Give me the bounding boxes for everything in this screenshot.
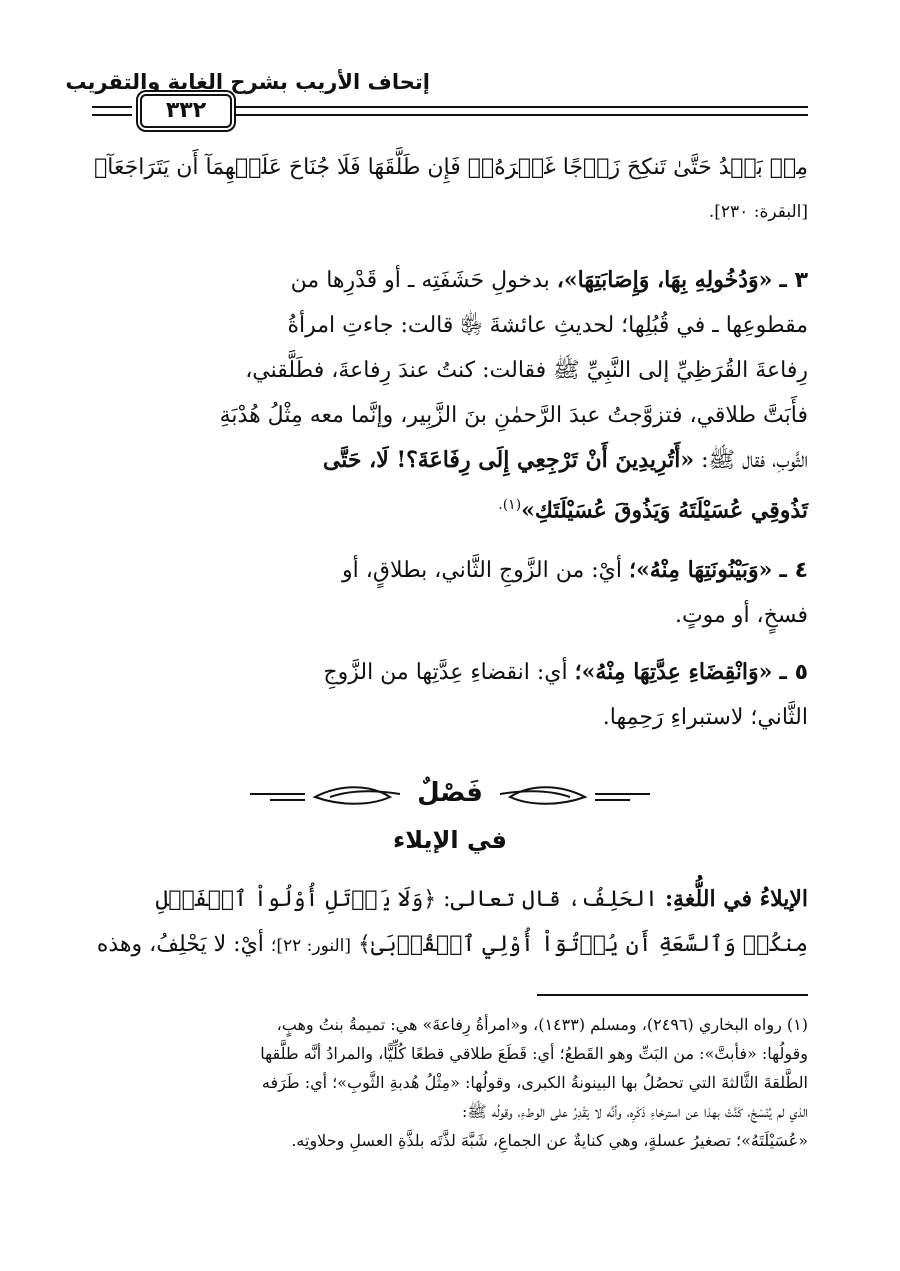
footnote-line-4: الذي لم يُنْسَجْ، كَنَّتْ بهذا عن استرخاءِ ذَكَرِه، وأنَّه لا يَقْدِرُ على الوطءِ، وقولُه ﷺ: xyxy=(462,1102,808,1121)
page-number: ٣٣٢ xyxy=(140,94,232,128)
section-divider xyxy=(250,776,650,816)
item-5-text-1: أي: انقضاءِ عِدَّتِها من الزَّوجِ xyxy=(323,660,568,685)
item-3-line-3: رِفاعةَ القُرَظِيِّ إلى النَّبِيِّ ﷺ فقالت: كنتُ عندَ رِفاعةَ، فطَلَّقني، xyxy=(245,358,808,383)
section-subtitle: في الإيلاء xyxy=(393,826,507,854)
item-3-line-5 xyxy=(92,438,808,483)
quran-verse-line: مِنۢ بَعۡدُ حَتَّىٰ تَنكِحَ زَوۡجًا غَيۡرَهُۥۗ فَإِن طَلَّقَهَا فَلَا جُنَاحَ عَلَيۡهِمَآ أَن يَتَرَاجَعَآ﴾ xyxy=(94,155,808,180)
item-5-quote: «وَانْقِضَاءِ عِدَّتِهَا مِنْهُ»؛ xyxy=(574,659,773,685)
item-3-line-1 xyxy=(92,258,808,303)
definition-text-2: أيْ: لا يَحْلِفُ، وهذه xyxy=(96,932,264,957)
footnote-line-1: (١) رواه البخاري (٢٤٩٦)، ومسلم (١٤٣٣)، و«امرأةُ رِفاعةَ» هي: تميمةُ بنتُ وهبٍ، xyxy=(276,1015,808,1034)
item-3-quote: «وَدُخُولِهِ بِهَا، وَإِصَابَتِهَا»، xyxy=(556,267,773,293)
footnote-line-5: «عُسَيْلَتَهُ»؛ تصغيرُ عسلةٍ، وهي كنايةٌ عن الجماعِ، شَبَّهَ لذَّتَه بلذَّةِ العسلِ وحلاوتِه. xyxy=(291,1131,808,1150)
section-heading: فَصْلٌ xyxy=(417,778,483,808)
definition-line-2 xyxy=(92,922,808,969)
verse-reference-2: [النور: ٢٢]؛ xyxy=(270,936,352,956)
item-4-text-1: أيْ: من الزَّوجِ الثَّاني، بطلاقٍ، أو xyxy=(342,558,622,583)
footnote-line-3: الطَّلقةَ الثَّالثةَ التي تحصُلُ بها البينونةُ الكبرى، وقولُها: «مِثْلُ هُدبةِ الثَّوبِ»؛ أي: طَرَفه xyxy=(261,1073,808,1092)
footnote-marker: (١). xyxy=(498,497,522,513)
header-rule-left xyxy=(92,106,132,116)
item-4-line-2: فسخٍ، أو موتٍ. xyxy=(674,603,808,628)
item-3 xyxy=(92,258,808,533)
item-5-line-1 xyxy=(92,650,808,695)
item-3-text-5a: الثَّوبِ، فقال ﷺ: xyxy=(701,448,808,473)
item-3-line-2: مقطوعِها ـ في قُبُلِها؛ لحديثِ عائشةَ ﵂ قالت: جاءتِ امرأةُ xyxy=(287,313,808,338)
item-3-text-1: بدخولِ حَشَفَتِه ـ أو قَدْرِها من xyxy=(290,268,550,293)
definition-paragraph xyxy=(92,877,808,969)
main-text xyxy=(92,145,808,235)
item-5 xyxy=(92,650,808,740)
verse-reference: [البقرة: ٢٣٠]. xyxy=(708,202,808,222)
footnote-separator xyxy=(537,994,808,996)
footnotes xyxy=(92,1010,808,1155)
header-bar xyxy=(92,94,808,128)
item-4-line-1 xyxy=(92,548,808,593)
item-4 xyxy=(92,548,808,638)
item-5-line-2: الثَّاني؛ لاستبراءِ رَحِمِها. xyxy=(602,705,808,730)
item-3-line-4: فأَبَتَّ طلاقي، فتزوَّجتُ عبدَ الرَّحمٰنِ بنَ الزَّبِير، وإنَّما معه مِثْلُ هُدْبَةِ xyxy=(219,403,808,428)
header-rule-right xyxy=(236,106,808,116)
item-3-number: ٣ ـ xyxy=(779,268,808,293)
item-5-number: ٥ ـ xyxy=(779,660,808,685)
definition-line-1 xyxy=(92,877,808,922)
item-4-number: ٤ ـ xyxy=(779,558,808,583)
footnote-line-2: وقولُها: «فأبتَّ»: من البَتِّ وهو القَطعُ؛ أي: قَطَعَ طلاقي قطعًا كُلِّيًّا، والمرادُ أنَّه طلَّقها xyxy=(260,1044,808,1063)
definition-text-1: الحَلِفُ، قال تعالى: ﴿وَلَا يَأۡتَلِ أُوْلُواْ ٱلۡفَضۡلِ xyxy=(155,887,658,912)
item-4-quote: «وَبَيْنُونَتِهَا مِنْهُ»؛ xyxy=(629,557,773,583)
running-header-title: إتحاف الأريب بشرح الغاية والتقريب xyxy=(65,70,430,94)
item-3-line-6 xyxy=(92,483,808,533)
hadith-quote-1: «أَتُرِيدِينَ أَنْ تَرْجِعِي إِلَى رِفَاعَةَ؟! لَا، حَتَّى xyxy=(322,447,695,473)
hadith-quote-2: تَذُوقِي عُسَيْلَتَهُ وَيَذُوقَ عُسَيْلَتَكِ» xyxy=(521,497,808,524)
quran-verse-2: مِنكُمۡ وَٱلسَّعَةِ أَن يُؤۡتُوٓاْ أُوْلِي ٱلۡقُرۡبَىٰ﴾ xyxy=(358,932,808,957)
definition-term: الإيلاءُ في اللُّغةِ: xyxy=(664,886,808,912)
